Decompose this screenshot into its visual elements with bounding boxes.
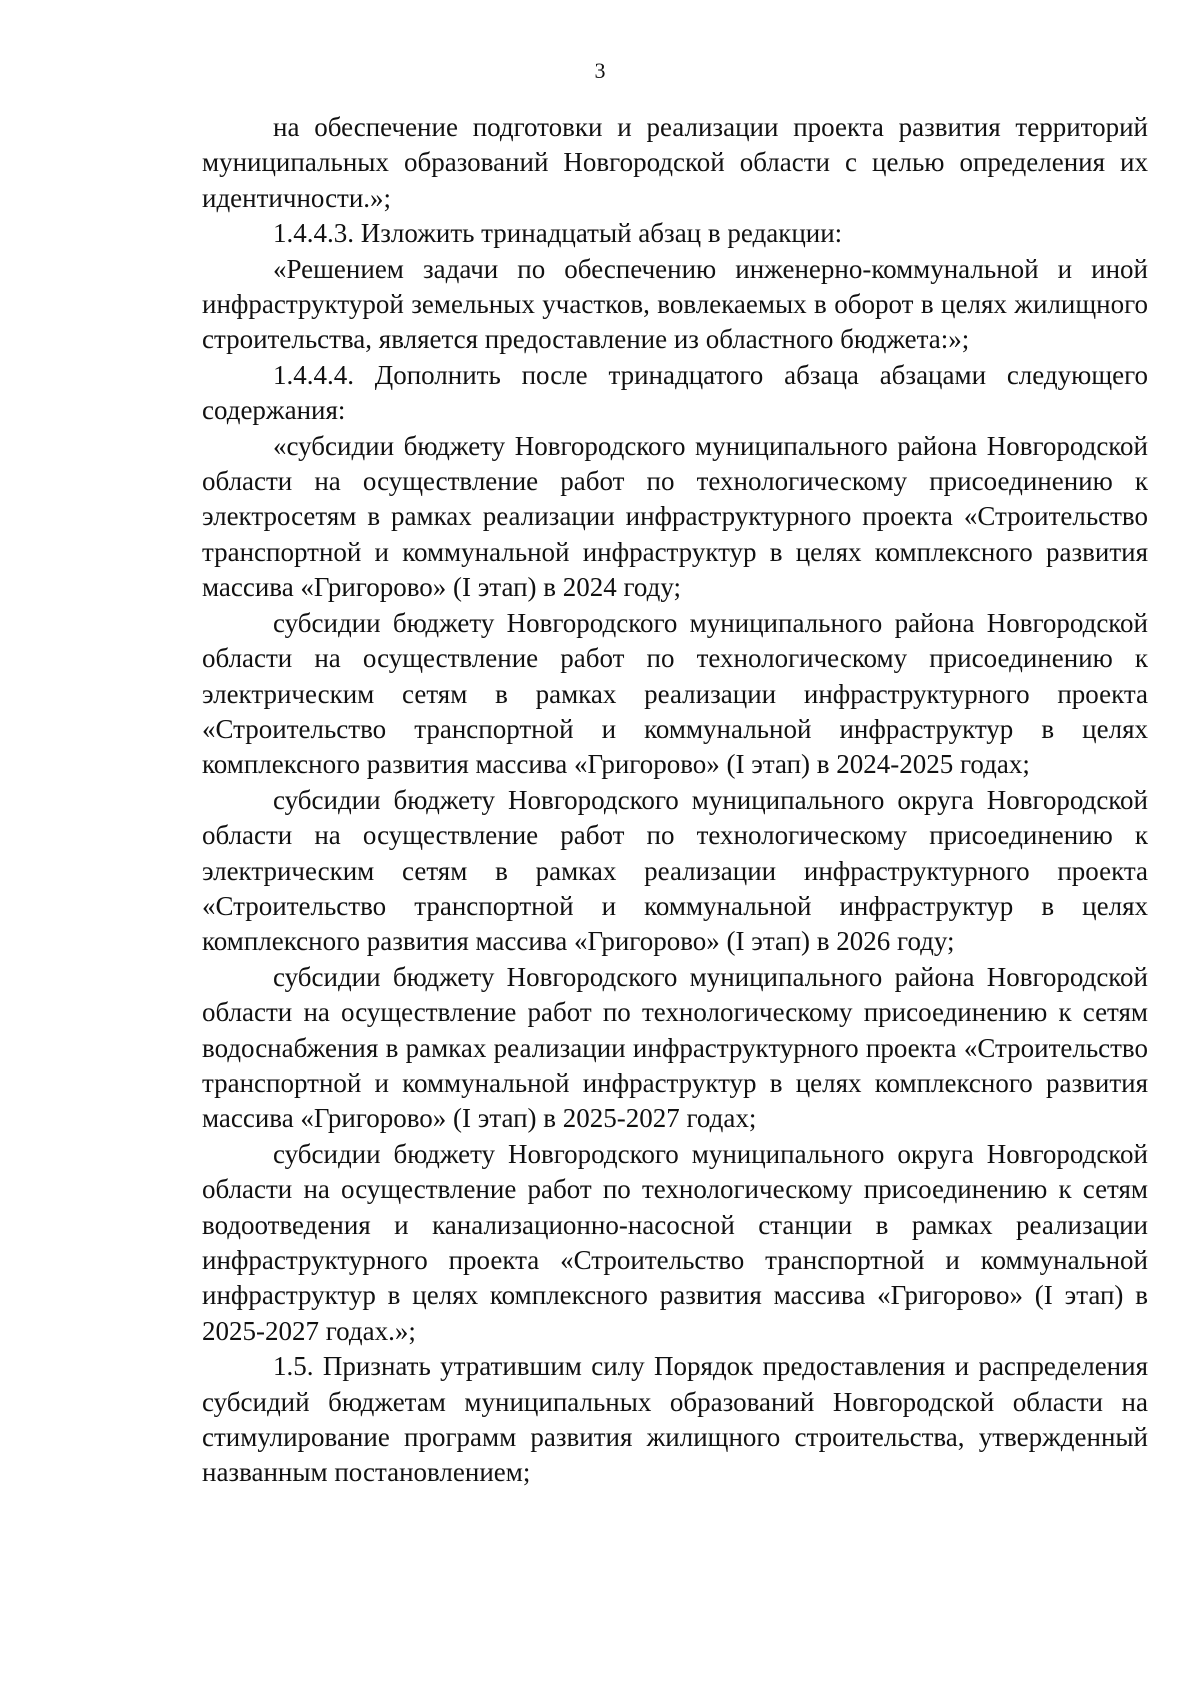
paragraph-continuation: на обеспечение подготовки и реализации проекта развития территорий муниципальных образований Новгородской области с целью определения их идентичности.»;	[202, 112, 1148, 213]
paragraph-subsidy-2: субсидии бюджету Новгородского муниципального района Новгородской области на осуществление работ по технологическому присоединению к электрическим сетям в рамках реализации инфраструктурного проекта «Строительство транспортной и коммунальной инфраструктур в целях комплексного развития массива «Григорово» (I этап) в 2024-2025 годах;	[202, 607, 1148, 780]
document-body	[202, 110, 1148, 1491]
paragraph-subsidy-1: «субсидии бюджету Новгородского муниципального района Новгородской области на осуществление работ по технологическому присоединению к электросетям в рамках реализации инфраструктурного проекта «Строительство транспортной и коммунальной инфраструктур в целях комплексного развития массива «Григорово» (I этап) в 2024 году;	[202, 430, 1148, 603]
paragraph-item-1-4-4-4: 1.4.4.4. Дополнить после тринадцатого абзаца абзацами следующего содержания:	[202, 359, 1148, 426]
paragraph-subsidy-5: субсидии бюджету Новгородского муниципального округа Новгородской области на осуществление работ по технологическому присоединению к сетям водоотведения и канализационно-насосной станции в рамках реализации инфраструктурного проекта «Строительство транспортной и коммунальной инфраструктур в целях комплексного развития массива «Григорово» (I этап) в 2025-2027 годах.»;	[202, 1138, 1148, 1346]
paragraph-item-1-4-4-3: 1.4.4.3. Изложить тринадцатый абзац в редакции:	[273, 218, 843, 249]
paragraph-subsidy-3: субсидии бюджету Новгородского муниципального округа Новгородской области на осуществление работ по технологическому присоединению к электрическим сетям в рамках реализации инфраструктурного проекта «Строительство транспортной и коммунальной инфраструктур в целях комплексного развития массива «Григорово» (I этап) в 2026 году;	[202, 784, 1148, 957]
paragraph-item-1-5: 1.5. Признать утратившим силу Порядок предоставления и распределения субсидий бюджетам муниципальных образований Новгородской области на стимулирование программ развития жилищного строительства, утвержденный названным постановлением;	[202, 1351, 1148, 1488]
page-number: 3	[594, 58, 606, 83]
paragraph-quote-decision: «Решением задачи по обеспечению инженерно-коммунальной и иной инфраструктурой земельных участков, вовлекаемых в оборот в целях жилищного строительства, является предоставление из областного бюджета:»;	[202, 253, 1148, 355]
paragraph-subsidy-4: субсидии бюджету Новгородского муниципального района Новгородской области на осуществление работ по технологическому присоединению к сетям водоснабжения в рамках реализации инфраструктурного проекта «Строительство транспортной и коммунальной инфраструктур в целях комплексного развития массива «Григорово» (I этап) в 2025-2027 годах;	[202, 961, 1148, 1134]
